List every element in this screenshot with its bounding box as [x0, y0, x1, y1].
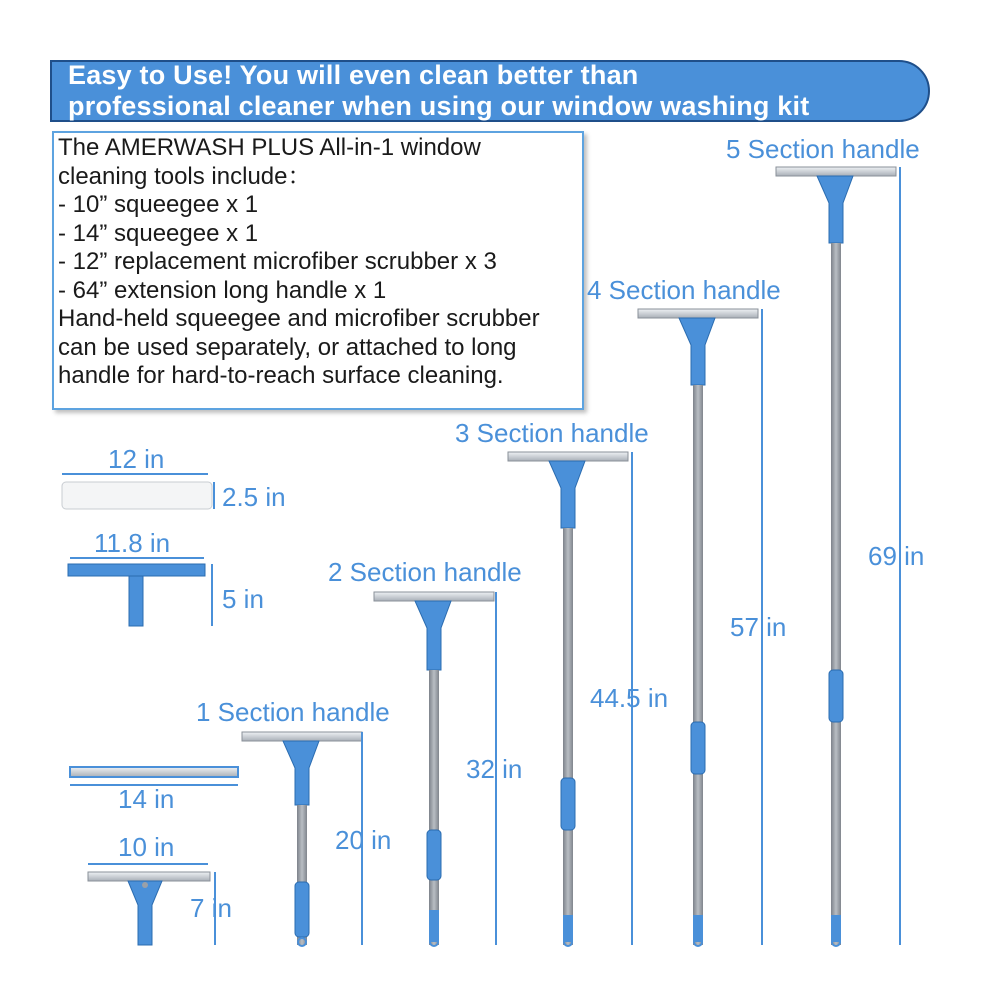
blade-width-label: 14 in [118, 784, 175, 814]
kit-line: - 14” squeegee x 1 [58, 219, 259, 247]
handle-5-length: 69 in [868, 541, 925, 571]
handle-5-title: 5 Section handle [726, 134, 920, 164]
pole-grip [829, 670, 843, 722]
squeegee-head-mount [415, 601, 451, 670]
squeegee-head-mount [679, 318, 715, 385]
hand-squeegee-grip [128, 881, 162, 945]
kit-line: can be used separately, or attached to long [58, 333, 517, 361]
pole-grip [691, 722, 705, 774]
scrubber-width-label: 12 in [108, 444, 165, 474]
kit-line: The AMERWASH PLUS All-in-1 window [58, 134, 481, 161]
pole-grip [561, 778, 575, 830]
kit-line: handle for hard-to-reach surface cleaning. [58, 362, 504, 389]
extension-pole [831, 243, 841, 945]
extension-pole [693, 385, 703, 945]
squeegee-blade [374, 592, 494, 601]
squeegee-head-mount [817, 176, 853, 243]
squeegee-blade [638, 309, 758, 318]
t-frame-stem [129, 576, 143, 626]
t-frame-bar [68, 564, 205, 576]
t-frame [68, 564, 205, 626]
handle-1-title: 1 Section handle [196, 697, 390, 727]
hand-squeegee-screw [142, 882, 148, 888]
squeegee-head-mount [283, 741, 319, 805]
headline-line-2: professional cleaner when using our window washing kit [68, 91, 810, 121]
scrubber-pad [62, 482, 212, 509]
squeegee-head-mount [549, 461, 585, 528]
rubber-blade-14in [70, 767, 238, 777]
headline-line-1: Easy to Use! You will even clean better than [68, 60, 639, 90]
pole-grip [295, 882, 309, 937]
handle-3-length: 44.5 in [590, 683, 669, 713]
squeegee-blade [776, 167, 896, 176]
kit-line: Hand-held squeegee and microfiber scrubber [58, 305, 540, 332]
extension-pole [563, 528, 573, 945]
handle-2-title: 2 Section handle [328, 557, 522, 587]
microfiber-scrubber [62, 482, 212, 509]
handle-4-length: 57 in [730, 612, 787, 642]
squeegee-blade [508, 452, 628, 461]
kit-line: - 64” extension long handle x 1 [58, 276, 387, 304]
tframe-width-label: 11.8 in [94, 528, 171, 558]
scrubber-height-label: 2.5 in [222, 482, 286, 512]
small-squeegee-height-label: 7 in [190, 893, 232, 923]
squeegee-blade [242, 732, 362, 741]
handle-1-length: 20 in [335, 825, 392, 855]
kit-line: - 10” squeegee x 1 [58, 191, 259, 218]
kit-line: cleaning tools include： [58, 162, 312, 190]
handle-3-title: 3 Section handle [455, 418, 649, 448]
handle-4-title: 4 Section handle [587, 275, 781, 305]
extension-pole [429, 670, 439, 945]
pole-grip [427, 830, 441, 880]
small-squeegee-width-label: 10 in [118, 832, 175, 862]
tframe-height-label: 5 in [222, 584, 264, 614]
hand-squeegee-blade [88, 872, 210, 881]
handle-2-length: 32 in [466, 754, 523, 784]
kit-line: - 12” replacement microfiber scrubber x 3 [58, 248, 497, 275]
